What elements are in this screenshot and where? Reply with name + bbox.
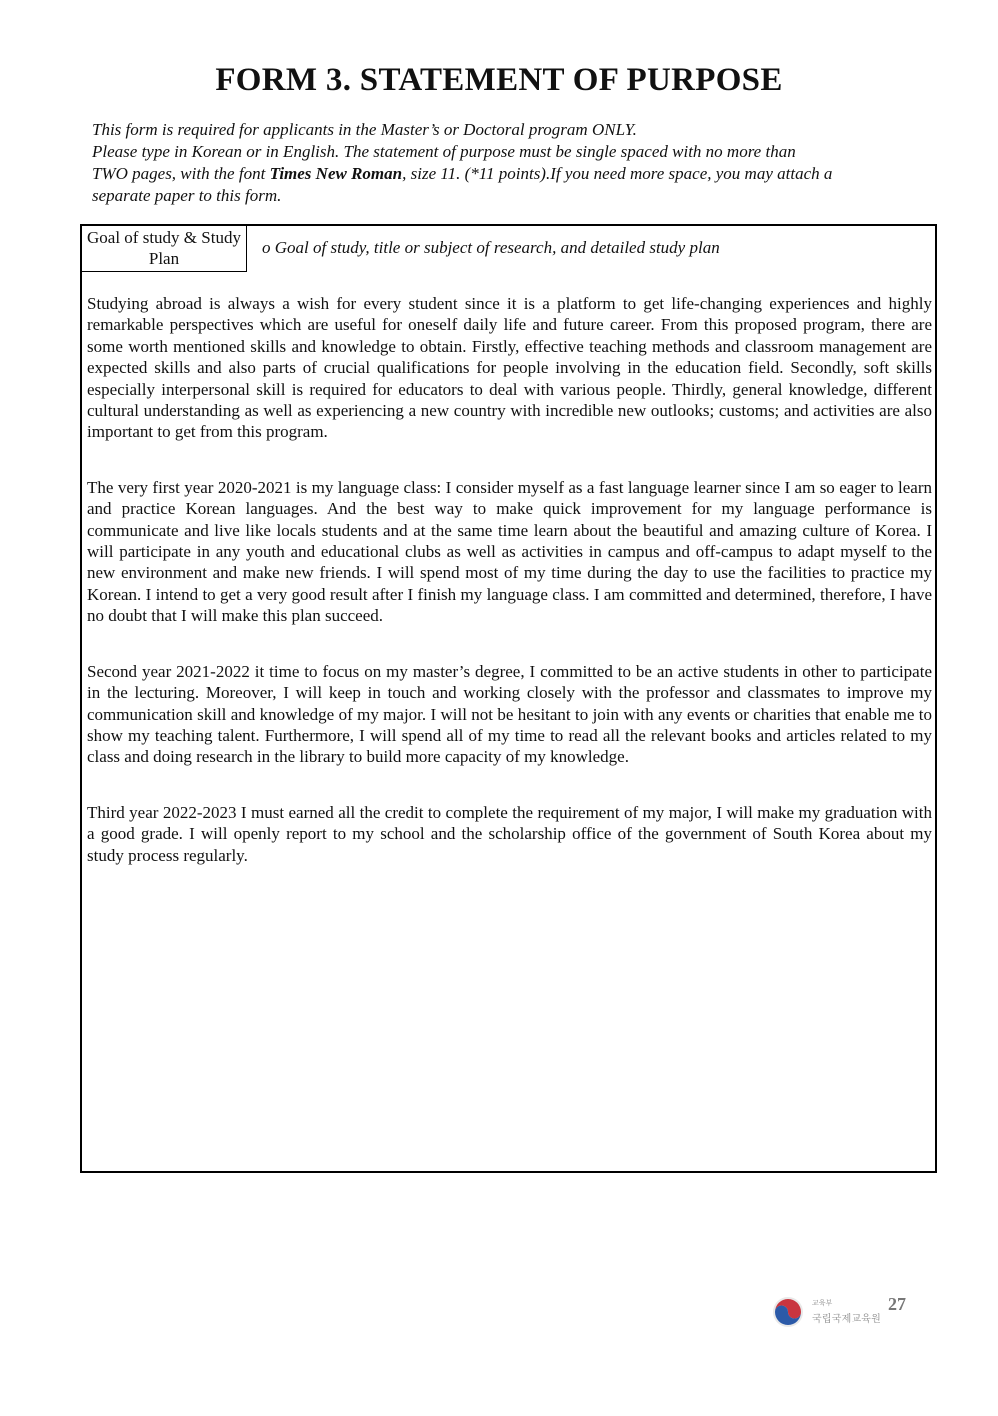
taegeuk-logo-icon: [772, 1296, 804, 1328]
instruction-line-3: [92, 163, 932, 185]
field-label-goal-of-study: Goal of study & Study Plan: [82, 226, 247, 272]
instructions: [92, 119, 932, 207]
instruction-line-4: separate paper to this form.: [92, 186, 282, 205]
statement-paragraph-4: Third year 2022-2023 I must earned all the credit to complete the requirement of my major, I will make my graduation with a good grade. I will openly report to my school and the scholarship office of the government of South Korea about my study process regularly.: [87, 802, 932, 865]
institute-name: 국립국제교육원: [812, 1314, 882, 1325]
instruction-line-2: Please type in Korean or in English. The statement of purpose must be single spaced with no more than: [92, 142, 796, 161]
instruction-line-1: This form is required for applicants in the Master’s or Doctoral program ONLY.: [92, 120, 637, 139]
instruction-font-name: Times New Roman: [269, 164, 403, 183]
field-header-instruction: o Goal of study, title or subject of research, and detailed study plan: [262, 238, 720, 257]
study-plan-form: [80, 224, 937, 1173]
page-footer: [772, 1294, 912, 1334]
page-number: 27: [888, 1294, 906, 1314]
statement-paragraph-2: The very first year 2020-2021 is my language class: I consider myself as a fast language learner since I am so eager to learn and practice Korean languages. And the best way to make quick improvement for my language performance is communicate and live like locals students and at the same time learn about the beautiful and amazing culture of Korea. I will participate in any youth and educational clubs as well as activities in campus and off-campus to adapt myself to the new environment and make new friends. I will spend most of my time during the day to use the facilities to practice my Korean. I intend to get a very good result after I finish my language class. I am committed and determined, therefore, I have no doubt that I will make this plan succeed.: [87, 477, 932, 626]
statement-body: [87, 293, 932, 900]
instruction-line-3-end: , size 11. (*11 points).If you need more space, you may attach a: [402, 164, 833, 183]
instruction-line-3-start: TWO pages, with the font: [92, 164, 270, 183]
statement-paragraph-1: Studying abroad is always a wish for every student since it is a platform to get life-changing experiences and highly remarkable perspectives which are useful for oneself daily life and future career. From this proposed program, there are some worth mentioned skills and knowledge to obtain. Firstly, effective teaching methods and classroom management are expected skills and also parts of crucial qualifications for people involving in the education field. Secondly, soft skills especially interpersonal skill is required for educators to deal with various people. Thirdly, general knowledge, different cultural understanding as well as experiencing a new country with incredible new outlooks; customs; and activities are also important to get from this program.: [87, 294, 932, 442]
page-title: FORM 3. STATEMENT OF PURPOSE: [215, 62, 783, 98]
ministry-label: 교육부: [812, 1299, 833, 1307]
statement-paragraph-3: Second year 2021-2022 it time to focus on my master’s degree, I committed to be an active students in other to participate in the lecturing. Moreover, I will keep in touch and working closely with the professor and classmates to improve my communication skill and knowledge of my major. I will not be hesitant to join with any events or charities that enable me to show my teaching talent. Furthermore, I will spend all of my time to read all the relevant books and articles related to my class and doing research in the library to build more capacity of my knowledge.: [87, 661, 932, 767]
